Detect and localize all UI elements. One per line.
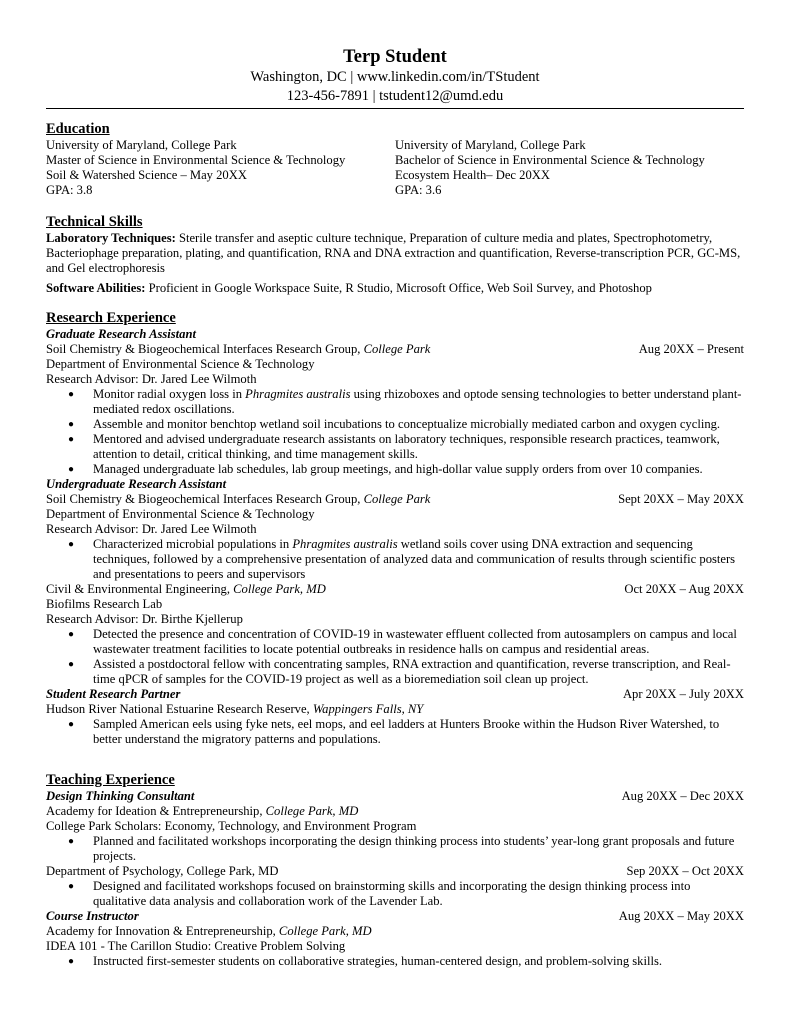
- list-item: ● Instructed first-semester students on collaborative strategies, human-centered design, and problem-solving skills.: [46, 954, 744, 969]
- role-row: [46, 789, 744, 804]
- software-abilities-text: Proficient in Google Workspace Suite, R Studio, Microsoft Office, Web Soil Survey, and Photoshop: [145, 281, 652, 295]
- org-location: Wappingers Falls, NY: [312, 702, 424, 716]
- teaching-section: [46, 772, 744, 969]
- bullet-list: [46, 879, 744, 909]
- lab-name: Biofilms Research Lab: [46, 597, 163, 611]
- date-range: Aug 20XX – May 20XX: [618, 909, 744, 923]
- org-name: Hudson River National Estuarine Research Reserve,: [46, 702, 313, 716]
- date-range: Aug 20XX – Dec 20XX: [621, 789, 744, 803]
- resume-header: [46, 0, 744, 106]
- role-row: [46, 909, 744, 924]
- degree-name: Bachelor of Science in Environmental Science & Technology: [395, 153, 705, 167]
- bullet-list: [46, 627, 744, 687]
- school-name: University of Maryland, College Park: [46, 138, 237, 152]
- org-row: [46, 492, 744, 507]
- org-name: Academy for Ideation & Entrepreneurship,: [46, 804, 266, 818]
- org-location: College Park, MD: [265, 804, 359, 818]
- bullet-list: [46, 834, 744, 864]
- org-row: [46, 582, 744, 597]
- list-item: ● Planned and facilitated workshops incorporating the design thinking process into students’ year-long grant proposals and future projects.: [46, 834, 744, 864]
- department: Department of Environmental Science & Technology: [46, 357, 315, 371]
- org-row: [46, 342, 744, 357]
- list-item: ● Designed and facilitated workshops focused on brainstorming skills and incorporating the design thinking process into qualitative data analysis and collaboration work of the Lavender Lab.: [46, 879, 744, 909]
- role-row: [46, 687, 744, 702]
- software-abilities: [46, 281, 744, 296]
- org-name: Academy for Innovation & Entrepreneurship,: [46, 924, 279, 938]
- org-row: [46, 702, 744, 717]
- role-title: Design Thinking Consultant: [46, 789, 195, 803]
- course-name: IDEA 101 - The Carillon Studio: Creative Problem Solving: [46, 939, 346, 953]
- org-location: College Park, MD: [233, 582, 326, 596]
- org-name: Department of Psychology, College Park, MD: [46, 864, 279, 878]
- bullet-list: [46, 954, 744, 969]
- lab-techniques: [46, 231, 744, 276]
- degree-focus: Soil & Watershed Science – May 20XX: [46, 168, 247, 182]
- lab-techniques-label: Laboratory Techniques:: [46, 231, 176, 245]
- applicant-name: Terp Student: [343, 47, 447, 67]
- department: Department of Environmental Science & Technology: [46, 507, 315, 521]
- list-item: ● Managed undergraduate lab schedules, lab group meetings, and high-dollar value supply orders from over 10 companies.: [46, 462, 744, 477]
- list-item: ● Assemble and monitor benchtop wetland soil incubations to conceptualize microbially mediated carbon and oxygen cycling.: [46, 417, 744, 432]
- research-section: [46, 310, 744, 747]
- bullet-list: [46, 717, 744, 747]
- lab-techniques-text: Sterile transfer and aseptic culture technique, Preparation of culture media and plates, Spectrophotometry, Bacteriophage preparation, plating, and quantification, RNA and DNA extraction and quantification, Reverse-transcription PCR, GC-MS, and Gel electrophoresis: [46, 231, 741, 275]
- degree-name: Master of Science in Environmental Science & Technology: [46, 153, 346, 167]
- skills-section: [46, 214, 744, 296]
- org-name: Soil Chemistry & Biogeochemical Interfaces Research Group,: [46, 492, 364, 506]
- role-title: Course Instructor: [46, 909, 139, 923]
- org-location: College Park, MD: [278, 924, 372, 938]
- list-item: ● Sampled American eels using fyke nets, eel mops, and eel ladders at Hunters Brooke within the Hudson River Watershed, to better understand the migratory patterns and populations.: [46, 717, 744, 747]
- date-range: Apr 20XX – July 20XX: [622, 687, 744, 701]
- list-item: ● Monitor radial oxygen loss in Phragmites australis using rhizoboxes and optode sensing technologies to better understand plant-mediated redox oscillations.: [46, 387, 744, 417]
- header-divider: [46, 108, 744, 109]
- section-title-skills: Technical Skills: [46, 214, 143, 230]
- section-title-education: Education: [46, 121, 110, 137]
- list-item: ● Assisted a postdoctoral fellow with concentrating samples, RNA extraction and quantification, reverse transcription, and Real-time qPCR of samples for the COVID-19 project as well as a bioremediation soil clean up project.: [46, 657, 744, 687]
- advisor: Research Advisor: Dr. Birthe Kjellerup: [46, 612, 243, 626]
- date-range: Oct 20XX – Aug 20XX: [624, 582, 744, 596]
- date-range: Sep 20XX – Oct 20XX: [626, 864, 744, 878]
- education-bachelors: [395, 138, 744, 198]
- date-range: Aug 20XX – Present: [638, 342, 744, 356]
- software-abilities-label: Software Abilities:: [46, 281, 146, 295]
- org-row: [46, 924, 744, 939]
- role-title: Undergraduate Research Assistant: [46, 477, 227, 491]
- org-name: Civil & Environmental Engineering,: [46, 582, 234, 596]
- bullet-list: [46, 387, 744, 477]
- role-title: Graduate Research Assistant: [46, 327, 196, 341]
- org-name: Soil Chemistry & Biogeochemical Interfaces Research Group,: [46, 342, 364, 356]
- contact-line-phone-email: 123-456-7891 | tstudent12@umd.edu: [286, 88, 504, 104]
- contact-line-location: Washington, DC | www.linkedin.com/in/TStudent: [250, 69, 540, 85]
- education-masters: [46, 138, 395, 198]
- education-section: [46, 121, 744, 198]
- gpa: GPA: 3.6: [395, 183, 442, 197]
- section-title-research: Research Experience: [46, 310, 176, 326]
- org-location: College Park: [363, 492, 431, 506]
- advisor: Research Advisor: Dr. Jared Lee Wilmoth: [46, 372, 257, 386]
- list-item: ● Detected the presence and concentration of COVID-19 in wastewater effluent collected from autosamplers on campus and local wastewater treatment facilities to locate potential outbreaks in residence halls on campus and residential areas.: [46, 627, 744, 657]
- bullet-list: [46, 537, 744, 582]
- date-range: Sept 20XX – May 20XX: [618, 492, 744, 506]
- org-row: [46, 804, 744, 819]
- school-name: University of Maryland, College Park: [395, 138, 586, 152]
- org-location: College Park: [363, 342, 431, 356]
- advisor: Research Advisor: Dr. Jared Lee Wilmoth: [46, 522, 257, 536]
- degree-focus: Ecosystem Health– Dec 20XX: [395, 168, 550, 182]
- program-name: College Park Scholars: Economy, Technology, and Environment Program: [46, 819, 417, 833]
- org-row: [46, 864, 744, 879]
- gpa: GPA: 3.8: [46, 183, 93, 197]
- section-title-teaching: Teaching Experience: [46, 772, 175, 788]
- role-title: Student Research Partner: [46, 687, 181, 701]
- list-item: ● Mentored and advised undergraduate research assistants on laboratory techniques, responsible research practices, teamwork, attention to detail, critical thinking, and time management skills.: [46, 432, 744, 462]
- list-item: ● Characterized microbial populations in Phragmites australis wetland soils cover using DNA extraction and sequencing techniques, followed by a comprehensive presentation of analyzed data and communication of results through scientific posters and presentations to peers and supervisors: [46, 537, 744, 582]
